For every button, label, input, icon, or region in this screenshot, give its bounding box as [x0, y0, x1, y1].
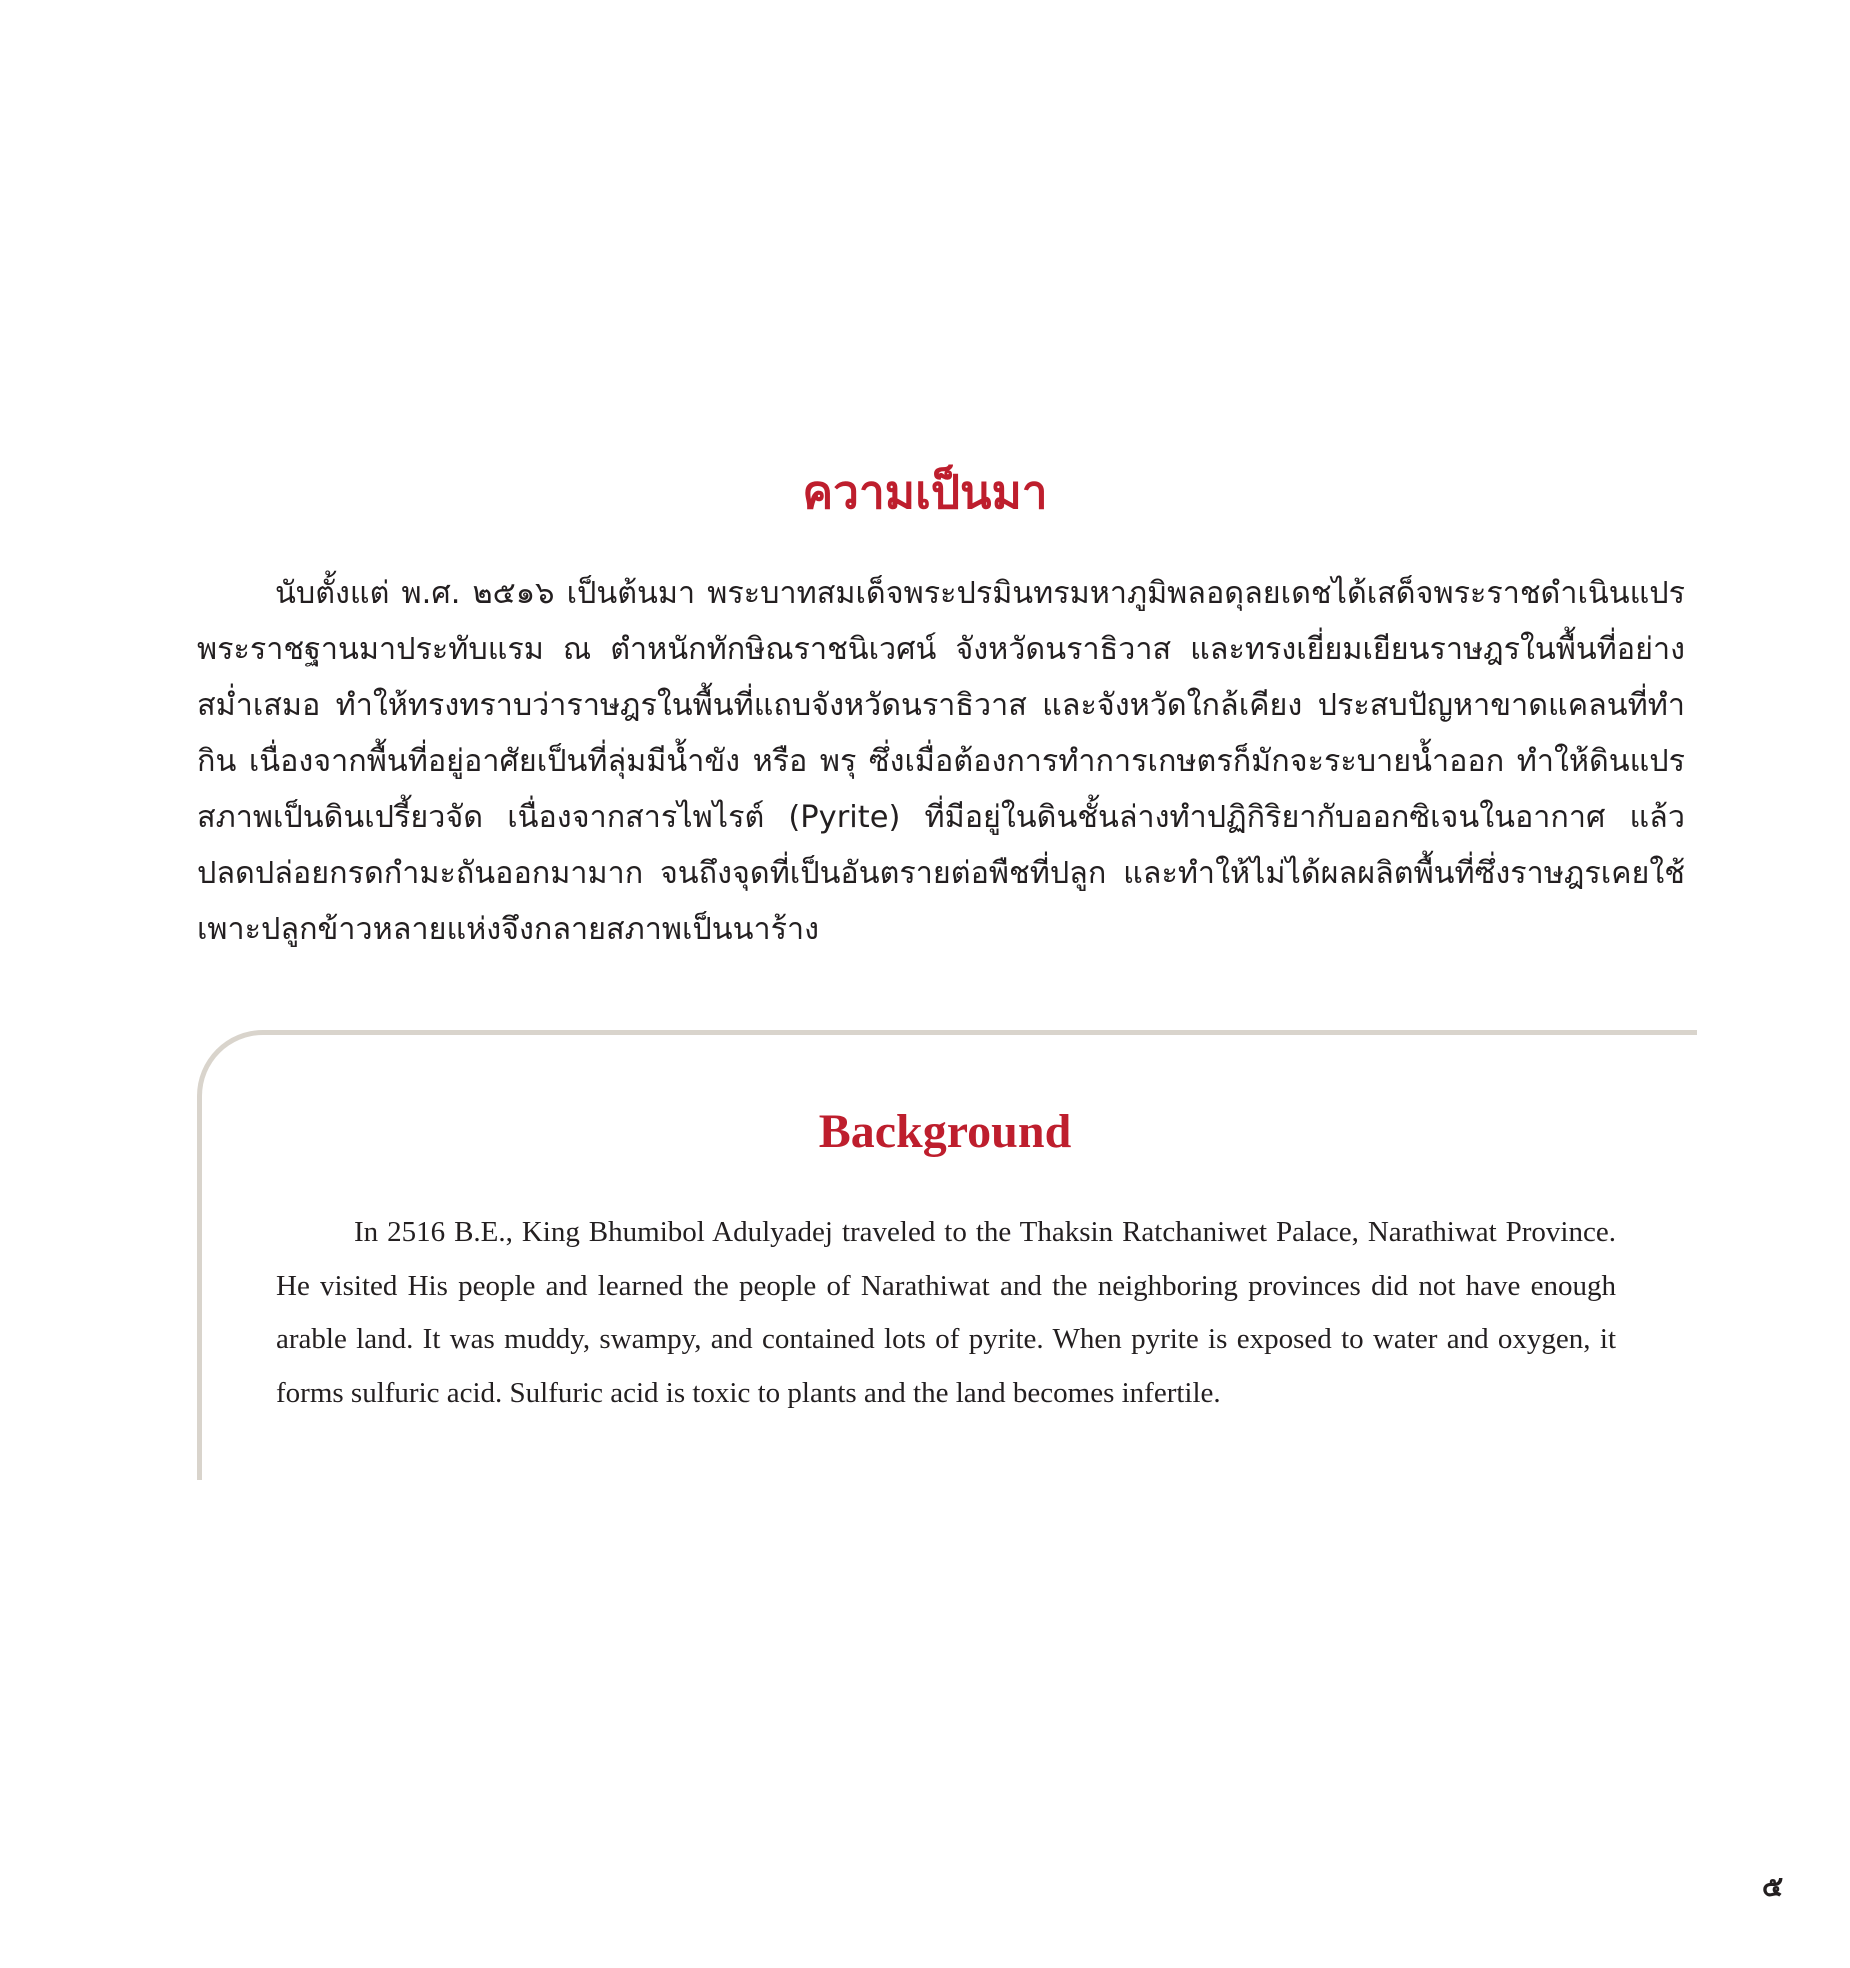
page-number: ๕	[1762, 1870, 1784, 1903]
thai-body-paragraph: นับตั้งแต่ พ.ศ. ๒๕๑๖ เป็นต้นมา พระบาทสมเด็จพระปรมินทรมหาภูมิพลอดุลยเดชได้เสด็จพระราชดำเนินแปรพระราชฐานมาประทับแรม ณ ตำหนักทักษิณราชนิเวศน์ จังหวัดนราธิวาส และทรงเยี่ยมเยียนราษฎรในพื้นที่อย่างสม่ำเสมอ ทำให้ทรงทราบว่าราษฎรในพื้นที่แถบจังหวัดนราธิวาส และจังหวัดใกล้เคียง ประสบปัญหาขาดแคลนที่ทำกิน เนื่องจากพื้นที่อยู่อาศัยเป็นที่ลุ่มมีน้ำขัง หรือ พรุ ซึ่งเมื่อต้องการทำการเกษตรก็มักจะระบายน้ำออก ทำให้ดินแปรสภาพเป็นดินเปรี้ยวจัด เนื่องจากสารไพไรต์ (Pyrite) ที่มีอยู่ในดินชั้นล่างทำปฏิกิริยากับออกซิเจนในอากาศ แล้วปลดปล่อยกรดกำมะถันออกมามาก จนถึงจุดที่เป็นอันตรายต่อพืชที่ปลูก และทำให้ไม่ได้ผลผลิตพื้นที่ซึ่งราษฎรเคยใช้เพาะปลูกข้าวหลายแห่งจึงกลายสภาพเป็นนาร้าง	[197, 576, 1685, 947]
english-section-heading: Background	[818, 1105, 1072, 1158]
thai-section-heading: ความเป็นมา	[802, 465, 1048, 519]
english-body-paragraph: In 2516 B.E., King Bhumibol Adulyadej traveled to the Thaksin Ratchaniwet Palace, Narathiwat Province. He visited His people and learned the people of Narathiwat and the neighboring provinces did not have enough arable land. It was muddy, swampy, and contained lots of pyrite. When pyrite is exposed to water and oxygen, it forms sulfuric acid. Sulfuric acid is toxic to plants and the land becomes infertile.	[276, 1216, 1616, 1409]
